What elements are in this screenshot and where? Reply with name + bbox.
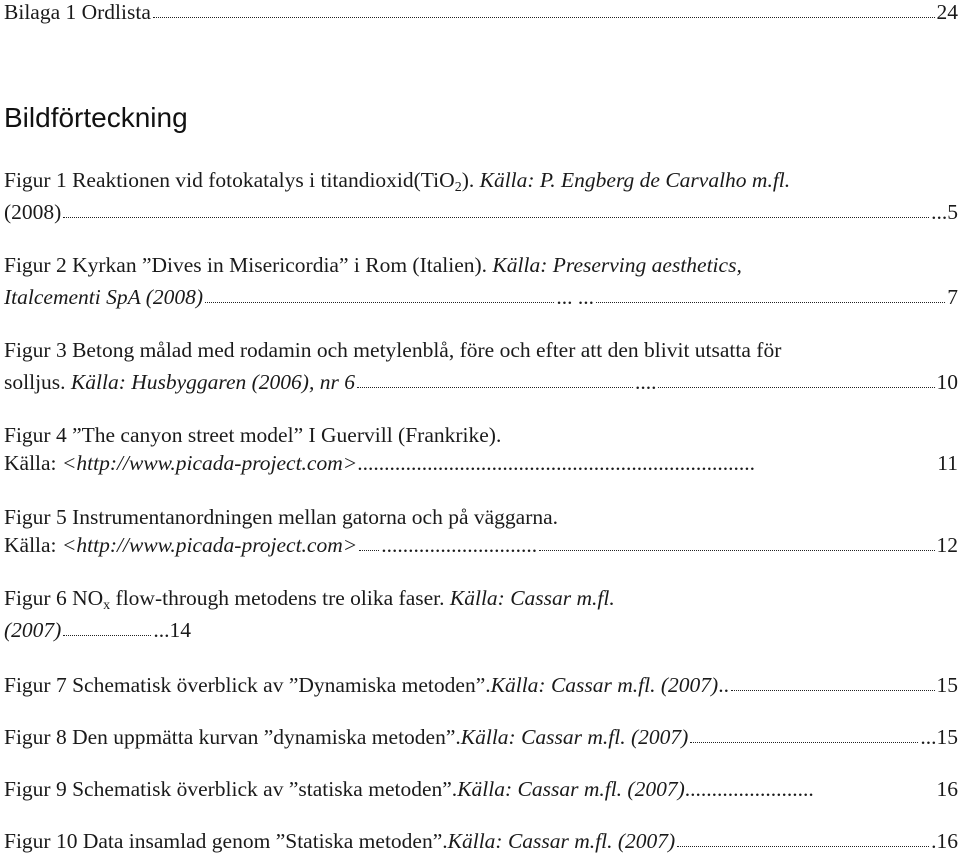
figure-entry-7[interactable] bbox=[4, 671, 960, 699]
figure-page: 10 bbox=[936, 370, 958, 394]
page-heading: Bildförteckning bbox=[4, 102, 188, 133]
figure-caption-cont: Källa: bbox=[4, 533, 57, 557]
figure-caption: Figur 8 Den uppmätta kurvan ”dynamiska metoden”. bbox=[4, 725, 461, 749]
dot-leader bbox=[596, 283, 945, 303]
figure-entry-line bbox=[4, 584, 960, 612]
figure-entry-line bbox=[4, 449, 960, 477]
dot-leader bbox=[731, 671, 935, 691]
figure-caption-cont: solljus. bbox=[4, 370, 66, 394]
figure-source: Källa: Cassar m.fl. (2007) bbox=[490, 673, 719, 697]
figure-caption-cont: (2008) bbox=[4, 200, 62, 224]
figure-source: (2007) bbox=[4, 618, 62, 642]
figure-caption: Figur 1 Reaktionen vid fotokatalys i titandioxid(TiO bbox=[4, 168, 455, 192]
dot-leader bbox=[677, 827, 929, 847]
figure-page: 16 bbox=[936, 829, 958, 853]
figure-caption: Figur 5 Instrumentanordningen mellan gatorna och på väggarna. bbox=[4, 505, 559, 529]
figure-entry-8[interactable] bbox=[4, 723, 960, 751]
figure-entry-line bbox=[4, 166, 960, 194]
figure-entry-line bbox=[4, 368, 960, 396]
figure-source: Källa: Cassar m.fl. (2007) bbox=[457, 777, 685, 801]
toc-entry-label: Bilaga 1 Ordlista bbox=[4, 0, 151, 24]
figure-dots: ... bbox=[920, 725, 937, 749]
figure-dots: ... ... bbox=[556, 285, 594, 309]
dot-leader bbox=[63, 616, 151, 636]
figure-caption: Figur 7 Schematisk överblick av ”Dynamiska metoden”. bbox=[4, 673, 491, 697]
figure-entry-line bbox=[4, 531, 960, 559]
figure-caption: Figur 3 Betong målad med rodamin och metylenblå, före och efter att den blivit utsatta för bbox=[4, 338, 782, 362]
figure-caption-cont: flow-through metodens tre olika faser. bbox=[110, 586, 450, 610]
figure-page: 12 bbox=[936, 533, 958, 557]
toc-entry-page: 24 bbox=[936, 0, 958, 24]
figure-entry-line bbox=[4, 283, 960, 311]
figure-caption-cont: ). bbox=[461, 168, 480, 192]
figure-entry-9[interactable] bbox=[4, 775, 960, 803]
figure-entry-line bbox=[4, 198, 960, 226]
figure-source: Italcementi SpA (2008) bbox=[4, 285, 204, 309]
dot-leader bbox=[357, 368, 633, 388]
figure-page: 15 bbox=[936, 673, 958, 697]
figure-entry-line bbox=[4, 336, 960, 364]
figure-caption-subscript: 2 bbox=[454, 180, 462, 195]
figure-dots: ... bbox=[153, 618, 170, 642]
figure-page: 16 bbox=[936, 777, 958, 801]
figure-dots: .. bbox=[718, 673, 729, 697]
figure-entry-10[interactable] bbox=[4, 827, 960, 855]
figure-source-url: <http://www.picada-project.com> bbox=[61, 533, 358, 557]
figure-page: 7 bbox=[947, 285, 958, 309]
figure-caption-cont: Källa: bbox=[4, 451, 57, 475]
figure-entry-line bbox=[4, 503, 960, 531]
figure-page: 5 bbox=[947, 200, 958, 224]
figure-source: Källa: P. Engberg de Carvalho m.fl. bbox=[479, 168, 791, 192]
figure-dots: ........................ bbox=[684, 777, 814, 801]
figure-entry-line bbox=[4, 251, 960, 279]
figure-caption: Figur 4 ”The canyon street model” I Guervill (Frankrike). bbox=[4, 423, 502, 447]
dot-leader bbox=[539, 531, 934, 551]
dot-leader bbox=[63, 198, 929, 218]
figure-caption: Figur 9 Schematisk överblick av ”statiska metoden”. bbox=[4, 777, 458, 801]
figure-page: 15 bbox=[936, 725, 958, 749]
figure-source-url: <http://www.picada-project.com> bbox=[61, 451, 358, 475]
figure-entry-line bbox=[4, 421, 960, 449]
figure-caption-subscript: x bbox=[103, 598, 111, 613]
figure-source: Källa: Husbyggaren (2006), nr 6 bbox=[70, 370, 355, 394]
figure-page: 14 bbox=[169, 618, 191, 642]
dot-leader bbox=[690, 723, 918, 743]
figure-caption: Figur 6 NO bbox=[4, 586, 104, 610]
figure-source: Källa: Cassar m.fl. (2007) bbox=[447, 829, 676, 853]
figure-dots: .......................................................................... bbox=[357, 451, 756, 475]
figure-dots: . bbox=[931, 829, 937, 853]
dot-leader bbox=[205, 283, 554, 303]
figure-page: 11 bbox=[937, 451, 958, 475]
dot-leader bbox=[359, 531, 379, 551]
dot-leader bbox=[153, 0, 935, 18]
figure-caption: Figur 10 Data insamlad genom ”Statiska metoden”. bbox=[4, 829, 448, 853]
figure-caption: Figur 2 Kyrkan ”Dives in Misericordia” i Rom (Italien). bbox=[4, 253, 493, 277]
figure-dots: ............................. bbox=[381, 533, 538, 557]
toc-entry-ordlista[interactable] bbox=[4, 0, 960, 26]
figure-dots: ... bbox=[931, 200, 948, 224]
figure-source: Källa: Cassar m.fl. (2007) bbox=[460, 725, 689, 749]
figure-dots: .... bbox=[634, 370, 657, 394]
figure-source: Källa: Preserving aesthetics, bbox=[492, 253, 742, 277]
figure-entry-line bbox=[4, 616, 193, 644]
figure-source: Källa: Cassar m.fl. bbox=[449, 586, 615, 610]
dot-leader bbox=[658, 368, 934, 388]
